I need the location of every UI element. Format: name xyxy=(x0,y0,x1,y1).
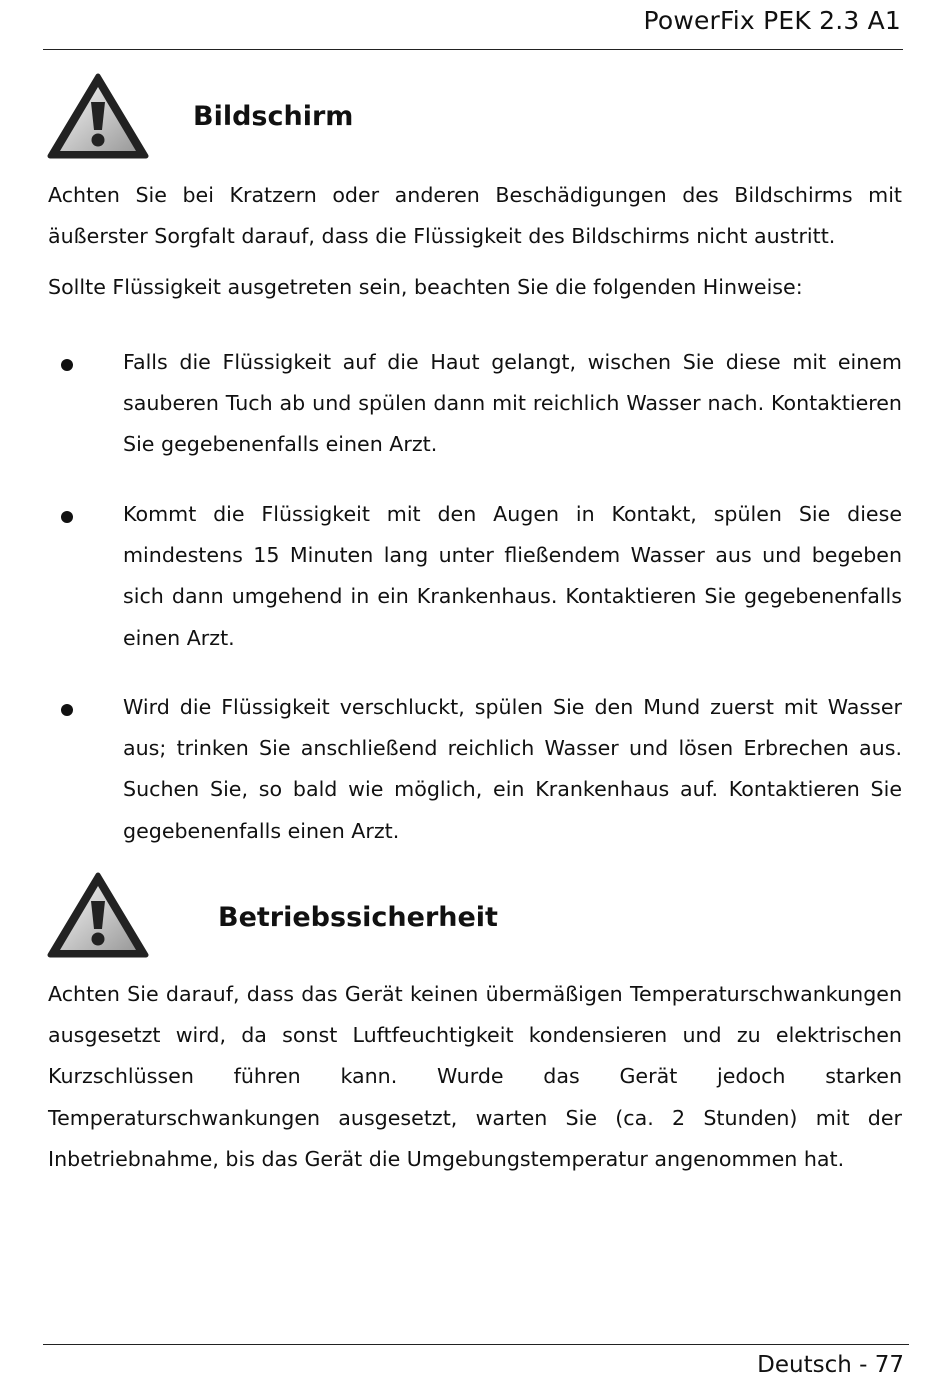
list-item-text: Wird die Flüssigkeit verschluckt, spülen Sie den Mund zuerst mit Wasser aus; trinken Sie anschließend reichlich Wasser und lösen Erbrechen aus. Suchen Sie, so bald wie möglich, ein Krankenhaus auf. Kontaktieren Sie gegebenenfalls einen Arzt. xyxy=(123,695,902,843)
warning-triangle-icon xyxy=(46,72,150,160)
page-number: Deutsch - 77 xyxy=(757,1352,904,1378)
list-item xyxy=(48,494,902,659)
paragraph: Sollte Flüssigkeit ausgetreten sein, beachten Sie die folgenden Hinweise: xyxy=(48,275,803,299)
section-heading-betriebssicherheit: Betriebssicherheit xyxy=(218,902,498,933)
document-title: PowerFix PEK 2.3 A1 xyxy=(643,6,901,35)
paragraph: Achten Sie darauf, dass das Gerät keinen übermäßigen Temperaturschwankungen ausgesetzt wird, da sonst Luftfeuchtigkeit kondensieren und zu elektrischen Kurzschlüssen führen kann. Wurde das Gerät jedoch starken Temperaturschwankungen ausgesetzt, warten Sie (ca. 2 Stunden) mit der Inbetriebnahme, bis das Gerät die Umgebungstemperatur angenommen hat. xyxy=(48,982,902,1171)
page-header xyxy=(43,0,903,50)
list-item xyxy=(48,687,902,852)
section-heading-bildschirm: Bildschirm xyxy=(193,101,354,132)
bullet-icon xyxy=(61,511,73,523)
paragraph: Achten Sie bei Kratzern oder anderen Beschädigungen des Bildschirms mit äußerster Sorgfalt darauf, dass die Flüssigkeit des Bildschirms nicht austritt. xyxy=(48,183,902,249)
list-item-text: Falls die Flüssigkeit auf die Haut gelangt, wischen Sie diese mit einem sauberen Tuch ab und spülen dann mit reichlich Wasser nach. Kontaktieren Sie gegebenenfalls einen Arzt. xyxy=(123,350,902,457)
warning-triangle-icon xyxy=(46,871,150,959)
list-item-text: Kommt die Flüssigkeit mit den Augen in Kontakt, spülen Sie diese mindestens 15 Minuten lang unter fließendem Wasser aus und begeben sich dann umgehend in ein Krankenhaus. Kontaktieren Sie gegebenenfalls einen Arzt. xyxy=(123,502,902,650)
list-item xyxy=(48,342,902,466)
bullet-icon xyxy=(61,359,73,371)
footer-divider xyxy=(43,1344,909,1345)
bullet-icon xyxy=(61,704,73,716)
